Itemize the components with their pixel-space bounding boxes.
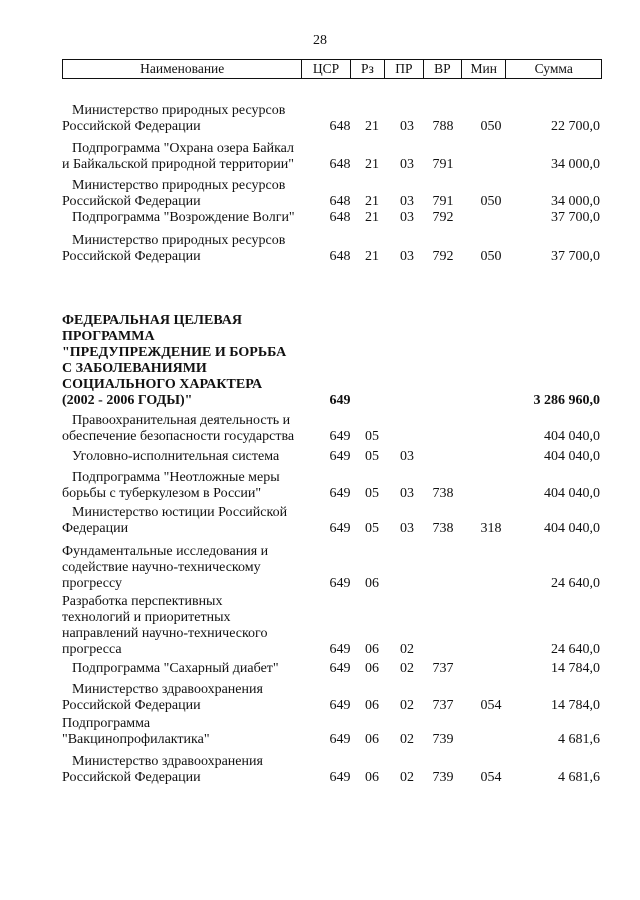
row-name-line: СОЦИАЛЬНОГО ХАРАКТЕРА (62, 377, 263, 392)
cell-vr: 788 (432, 119, 454, 134)
row-name (62, 754, 302, 786)
cell-sum: 404 040,0 (544, 449, 600, 464)
row-name-line: содействие научно-техническому (62, 560, 261, 575)
row-name-line: Федерации (62, 521, 129, 536)
table-row (62, 313, 602, 409)
cell-sum: 4 681,6 (558, 770, 600, 785)
row-name-line: (2002 - 2006 ГОДЫ)" (62, 393, 193, 408)
cell-vr: 737 (432, 661, 454, 676)
row-name (62, 594, 302, 658)
cell-rz: 05 (365, 429, 379, 444)
cell-sum: 4 681,6 (558, 732, 600, 747)
row-name-line: Российской Федерации (62, 698, 201, 713)
table-row (62, 178, 602, 210)
row-name (62, 141, 302, 173)
cell-min: 050 (480, 119, 502, 134)
cell-rz: 21 (365, 249, 379, 264)
table-row (62, 682, 602, 714)
cell-vr: 791 (432, 157, 454, 172)
row-name-line: Российской Федерации (62, 194, 201, 209)
table-row (62, 544, 602, 592)
table-header (62, 59, 602, 79)
cell-vr: 737 (432, 698, 454, 713)
cell-rz: 21 (365, 194, 379, 209)
column-header-min: Мин (461, 60, 505, 78)
row-name-line: Министерство здравоохранения (72, 754, 263, 769)
cell-rz: 06 (365, 642, 379, 657)
row-name (62, 233, 302, 265)
row-name-line: технологий и приоритетных (62, 610, 231, 625)
row-name (62, 178, 302, 210)
row-name-line: и Байкальской природной территории" (62, 157, 294, 172)
table-row (62, 505, 602, 537)
cell-pr: 03 (400, 521, 414, 536)
cell-sum: 22 700,0 (551, 119, 600, 134)
row-name-line: Министерство природных ресурсов (72, 103, 286, 118)
row-name-line: Министерство природных ресурсов (72, 178, 286, 193)
cell-csr: 649 (329, 486, 351, 501)
cell-csr: 649 (329, 770, 351, 785)
cell-vr: 739 (432, 770, 454, 785)
row-name-line: Российской Федерации (62, 119, 201, 134)
row-name-line: "ПРЕДУПРЕЖДЕНИЕ И БОРЬБА (62, 345, 287, 360)
cell-rz: 05 (365, 486, 379, 501)
cell-csr: 648 (329, 194, 351, 209)
cell-rz: 05 (365, 521, 379, 536)
cell-csr: 648 (329, 119, 351, 134)
row-name-line: Подпрограмма "Охрана озера Байкал (72, 141, 294, 156)
cell-vr: 738 (432, 486, 454, 501)
table-row (62, 449, 602, 465)
row-name (62, 103, 302, 135)
cell-vr: 738 (432, 521, 454, 536)
cell-pr: 02 (400, 661, 414, 676)
row-name-line: Подпрограмма (62, 716, 151, 731)
row-name-line: ПРОГРАММА (62, 329, 155, 344)
row-name (62, 470, 302, 502)
cell-pr: 03 (400, 486, 414, 501)
cell-csr: 649 (329, 449, 351, 464)
column-header-name: Наименование (140, 61, 225, 76)
table-row (62, 141, 602, 173)
cell-min: 054 (480, 770, 502, 785)
cell-pr: 03 (400, 449, 414, 464)
cell-vr: 792 (432, 249, 454, 264)
table-row (62, 661, 602, 677)
row-name (62, 661, 302, 677)
cell-vr: 792 (432, 210, 454, 225)
cell-sum: 3 286 960,0 (533, 393, 600, 408)
row-name-line: обеспечение безопасности государства (62, 429, 295, 444)
cell-rz: 06 (365, 576, 379, 591)
cell-sum: 14 784,0 (551, 661, 600, 676)
cell-rz: 21 (365, 210, 379, 225)
page-number: 28 (313, 33, 327, 48)
cell-pr: 02 (400, 732, 414, 747)
row-name-line: Подпрограмма "Возрождение Волги" (72, 210, 295, 225)
table-row (62, 754, 602, 786)
row-name-line: ФЕДЕРАЛЬНАЯ ЦЕЛЕВАЯ (62, 313, 242, 328)
table-row (62, 716, 602, 748)
row-name-line: прогрессу (62, 576, 123, 591)
cell-csr: 649 (329, 661, 351, 676)
cell-pr: 02 (400, 698, 414, 713)
row-name-line: Министерство здравоохранения (72, 682, 263, 697)
cell-pr: 02 (400, 642, 414, 657)
row-name-line: "Вакцинопрофилактика" (62, 732, 210, 747)
cell-csr: 648 (329, 157, 351, 172)
row-name-line: прогресса (62, 642, 122, 657)
row-name-line: Подпрограмма "Сахарный диабет" (72, 661, 279, 676)
cell-sum: 404 040,0 (544, 521, 600, 536)
row-name-line: направлений научно-технического (62, 626, 268, 641)
cell-pr: 03 (400, 157, 414, 172)
cell-sum: 404 040,0 (544, 486, 600, 501)
cell-sum: 34 000,0 (551, 157, 600, 172)
cell-vr: 791 (432, 194, 454, 209)
cell-pr: 02 (400, 770, 414, 785)
row-name-line: Разработка перспективных (62, 594, 223, 609)
cell-pr: 03 (400, 210, 414, 225)
cell-csr: 649 (329, 393, 351, 408)
row-name-line: Министерство юстиции Российской (72, 505, 288, 520)
cell-csr: 649 (329, 698, 351, 713)
cell-rz: 21 (365, 119, 379, 134)
cell-pr: 03 (400, 194, 414, 209)
cell-rz: 05 (365, 449, 379, 464)
column-header-csr: ЦСР (301, 60, 349, 78)
cell-csr: 649 (329, 576, 351, 591)
column-header-vr: ВР (423, 60, 461, 78)
cell-csr: 648 (329, 249, 351, 264)
row-name-line: Российской Федерации (62, 249, 201, 264)
cell-csr: 648 (329, 210, 351, 225)
table-row (62, 413, 602, 445)
row-name-line: С ЗАБОЛЕВАНИЯМИ (62, 361, 207, 376)
cell-pr: 03 (400, 119, 414, 134)
cell-sum: 24 640,0 (551, 642, 600, 657)
table-row (62, 594, 602, 658)
row-name (62, 313, 302, 409)
row-name (62, 505, 302, 537)
cell-min: 050 (480, 249, 502, 264)
cell-csr: 649 (329, 732, 351, 747)
cell-csr: 649 (329, 521, 351, 536)
row-name (62, 716, 302, 748)
cell-csr: 649 (329, 429, 351, 444)
row-name-line: Уголовно-исполнительная система (72, 449, 280, 464)
cell-rz: 21 (365, 157, 379, 172)
row-name (62, 682, 302, 714)
table-row (62, 103, 602, 135)
column-header-rz: Рз (350, 60, 385, 78)
row-name-line: Министерство природных ресурсов (72, 233, 286, 248)
cell-min: 054 (480, 698, 502, 713)
cell-sum: 37 700,0 (551, 210, 600, 225)
cell-rz: 06 (365, 698, 379, 713)
cell-rz: 06 (365, 732, 379, 747)
cell-sum: 37 700,0 (551, 249, 600, 264)
cell-sum: 404 040,0 (544, 429, 600, 444)
row-name (62, 413, 302, 445)
cell-min: 050 (480, 194, 502, 209)
cell-csr: 649 (329, 642, 351, 657)
cell-sum: 34 000,0 (551, 194, 600, 209)
row-name-line: борьбы с туберкулезом в России" (62, 486, 262, 501)
cell-rz: 06 (365, 770, 379, 785)
table-row (62, 210, 602, 226)
cell-rz: 06 (365, 661, 379, 676)
row-name (62, 210, 302, 226)
column-header-sum: Сумма (505, 60, 601, 78)
row-name-line: Российской Федерации (62, 770, 201, 785)
cell-sum: 24 640,0 (551, 576, 600, 591)
row-name-line: Правоохранительная деятельность и (72, 413, 291, 428)
row-name-line: Фундаментальные исследования и (62, 544, 269, 559)
cell-min: 318 (480, 521, 502, 536)
row-name-line: Подпрограмма "Неотложные меры (72, 470, 280, 485)
table-row (62, 233, 602, 265)
cell-pr: 03 (400, 249, 414, 264)
cell-vr: 739 (432, 732, 454, 747)
cell-sum: 14 784,0 (551, 698, 600, 713)
table-row (62, 470, 602, 502)
column-header-pr: ПР (384, 60, 422, 78)
row-name (62, 449, 302, 465)
row-name (62, 544, 302, 592)
